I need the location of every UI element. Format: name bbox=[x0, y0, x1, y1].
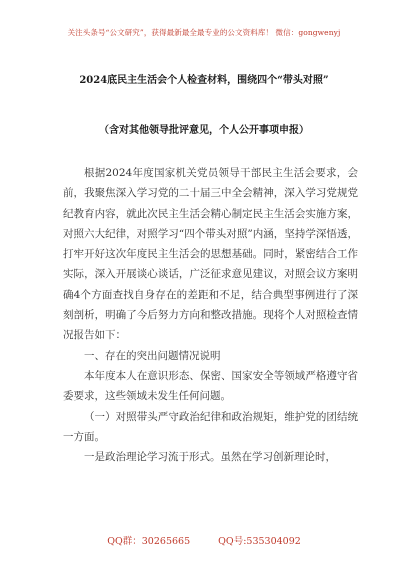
top-banner: 关注头条号“公文研究”，获得最新最全最专业的公文资料库！ 微信：gongwenyj bbox=[67, 28, 341, 37]
section-heading: 一、存在的突出问题情况说明 bbox=[84, 349, 221, 362]
body-paragraph: 一是政治理论学习流于形式。虽然在学习创新理论时， bbox=[84, 451, 336, 464]
qq-number: QQ号:535304092 bbox=[218, 536, 301, 547]
body-paragraph: 根据2024年度国家机关党员领导干部民主生活会要求，会前，我聚焦深入学习党的二十届三中全会精神，深入学习党规党纪教育内容，就此次民主生活会精心制定民主生活会实施方案，对照六大纪律，对照学习“四个带头对照”内涵，坚持学深悟透，打牢开好这次年度民主生活会的思想基础。同时，紧密结合工作实际，深入开展谈心谈话，广泛征求意见建议，对照会议方案明确4个方面查找自身存在的差距和不足，结合典型事例进行了深刻剖析，明确了今后努力方向和整改措施。现将个人对照检查情况报告如下： bbox=[63, 167, 358, 342]
document-body bbox=[63, 163, 358, 467]
document-subtitle: （含对其他领导批评意见，个人公开事项申报） bbox=[99, 125, 309, 136]
body-paragraph: 本年度本人在意识形态、保密、国家安全等领域严格遵守省委要求，这些领域未发生任何问题。 bbox=[63, 369, 358, 403]
document-title: 2024底民主生活会个人检查材料，围绕四个“带头对照” bbox=[79, 75, 329, 86]
footer-contact bbox=[0, 533, 408, 547]
subsection-heading: （一）对照带头严守政治纪律和政治规矩，维护党的团结统一方面。 bbox=[63, 410, 358, 443]
qq-group: QQ群：30265665 bbox=[107, 536, 191, 547]
